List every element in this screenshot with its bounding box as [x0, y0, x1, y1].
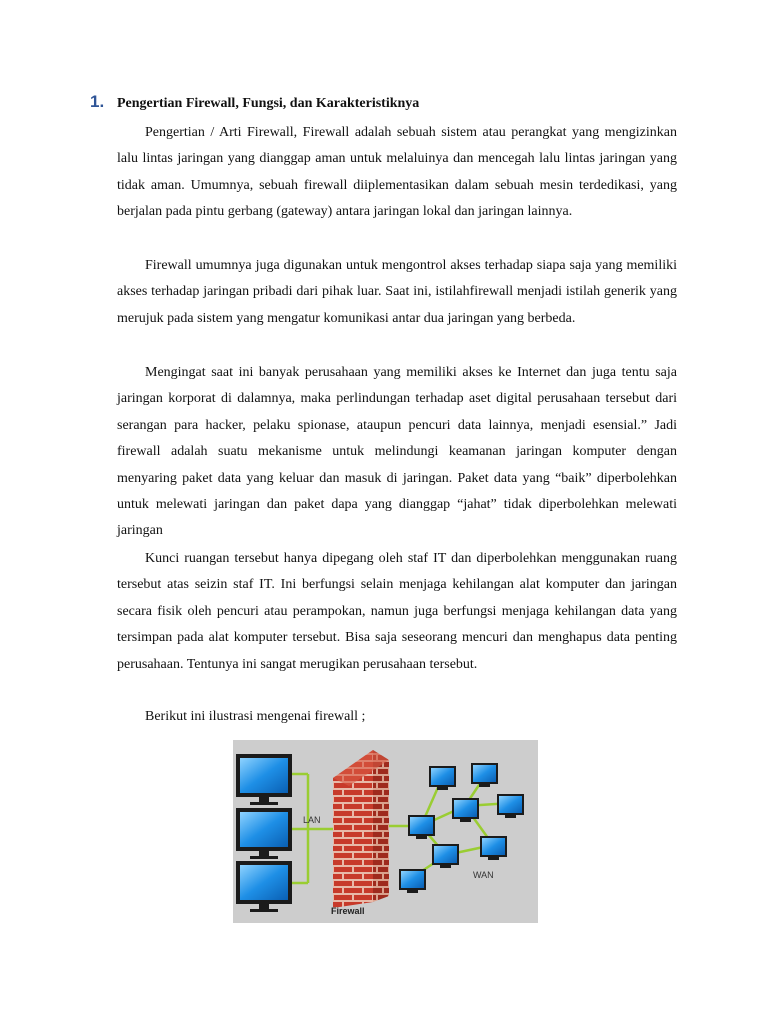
section-title: Pengertian Firewall, Fungsi, dan Karakteristiknya	[117, 96, 420, 111]
wan-monitor-8	[399, 869, 426, 893]
section-heading	[90, 92, 419, 112]
paragraph-protection: Mengingat saat ini banyak perusahaan yang memiliki akses ke Internet dan juga tentu saja jaringan korporat di dalamnya, maka perlindungan terhadap aset digital perusahaan tersebut dari serangan para hacker, pelaku spionase, ataupun pencuri data lainnya, menjadi esensial.” Jadi firewall adalah suatu mekanisme untuk melindungi keamanan jaringan komputer dengan menyaring paket data yang keluar dan masuk di jaringan. Paket data yang “baik” diperbolehkan untuk melewati jaringan dan paket dapa yang dianggap “jahat” tidak diperbolehkan melewati jaringan	[117, 365, 677, 539]
wan-label: WAN	[473, 870, 494, 880]
wan-monitor-2	[471, 763, 498, 787]
paragraph-definition: Pengertian / Arti Firewall, Firewall adalah sebuah sistem atau perangkat yang mengizinkan lalu lintas jaringan yang dianggap aman untuk melaluinya dan mencegah lalu lintas jaringan yang tidak aman. Umumnya, sebuah firewall diiplementasikan dalam sebuah mesin terdedikasi, yang berjalan pada pintu gerbang (gateway) antara jaringan lokal dan jaringan lainnya.	[117, 125, 677, 220]
paragraph-illustration-intro: Berikut ini ilustrasi mengenai firewall ;	[145, 709, 366, 724]
firewall-label: Firewall	[331, 906, 365, 916]
firewall-wall	[333, 750, 389, 908]
wan-monitor-4	[497, 794, 524, 818]
wan-monitor-6	[480, 836, 507, 860]
lan-label: LAN	[303, 815, 321, 825]
paragraph-access-control: Firewall umumnya juga digunakan untuk mengontrol akses terhadap siapa saja yang memiliki akses terhadap jaringan pribadi dari pihak luar. Saat ini, istilahfirewall menjadi istilah generik yang merujuk pada sistem yang mengatur komunikasi antar dua jaringan yang berbeda.	[117, 258, 677, 326]
wan-monitor-1	[429, 766, 456, 790]
wan-monitor-7	[432, 844, 459, 868]
wan-monitor-5	[408, 815, 435, 839]
section-number: 1.	[90, 92, 105, 111]
paragraph-physical-security: Kunci ruangan tersebut hanya dipegang oleh staf IT dan diperbolehkan menggunakan ruang tersebut atas seizin staf IT. Ini berfungsi selain menjaga kehilangan alat komputer dan jaringan secara fisik oleh pencuri atau perampokan, namun juga berfungsi menjaga kehilangan data yang tersimpan pada alat komputer tersebut. Bisa saja seseorang mencuri dan menghapus data penting perusahaan. Tentunya ini sangat merugikan perusahaan tersebut.	[117, 551, 677, 672]
firewall-illustration	[233, 740, 538, 923]
wan-monitor-3	[452, 798, 479, 822]
